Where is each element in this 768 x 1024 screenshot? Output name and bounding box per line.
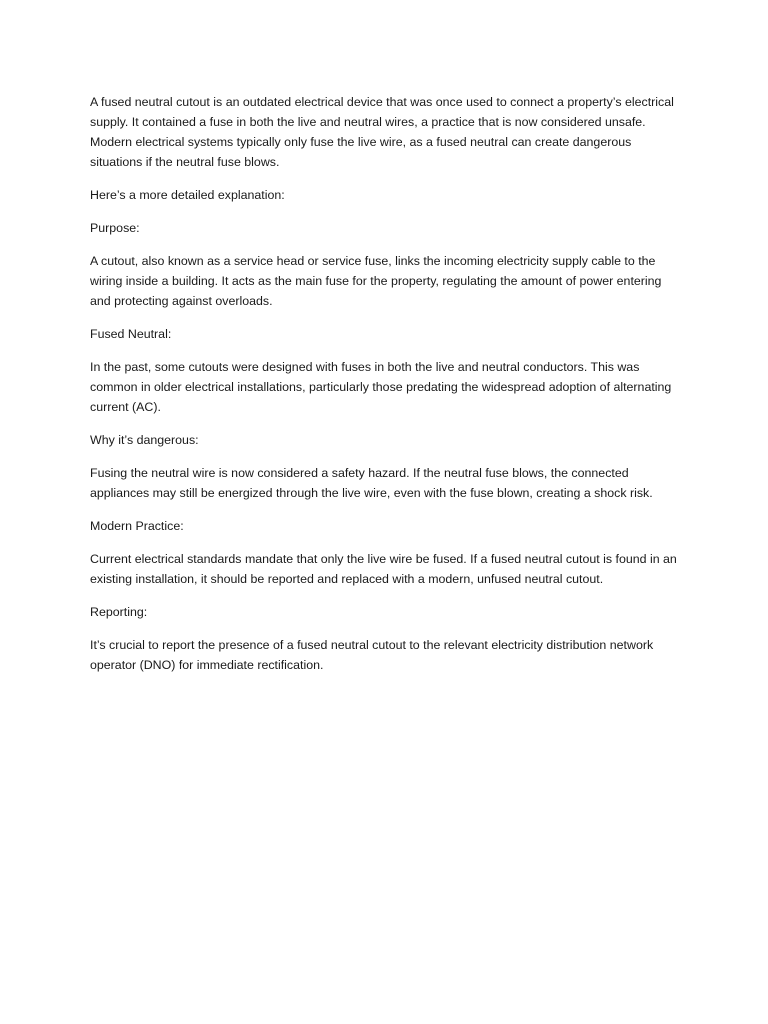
paragraph-explanation-lead: Here’s a more detailed explanation: (90, 188, 285, 202)
heading-reporting: Reporting: (90, 605, 148, 619)
paragraph-reporting: It’s crucial to report the presence of a fused neutral cutout to the relevant electricity distribution network operator (DNO) for immediate rectification. (90, 638, 654, 672)
paragraph-purpose: A cutout, also known as a service head or service fuse, links the incoming electricity supply cable to the wiring inside a building. It acts as the main fuse for the property, regulating the amount of power entering and protecting against overloads. (90, 254, 662, 308)
heading-why-dangerous: Why it’s dangerous: (90, 433, 199, 447)
paragraph-modern-practice: Current electrical standards mandate that only the live wire be fused. If a fused neutral cutout is found in an existing installation, it should be reported and replaced with a modern, unfused neutral cutout. (90, 552, 677, 586)
heading-fused-neutral: Fused Neutral: (90, 327, 172, 341)
paragraph-fused-neutral: In the past, some cutouts were designed with fuses in both the live and neutral conductors. This was common in older electrical installations, particularly those predating the widespread adoption of alternating current (AC). (90, 360, 672, 414)
heading-modern-practice: Modern Practice: (90, 519, 184, 533)
paragraph-intro: A fused neutral cutout is an outdated electrical device that was once used to connect a property’s electrical supply. It contained a fuse in both the live and neutral wires, a practice that is now considered unsafe. Modern electrical systems typically only fuse the live wire, as a fused neutral can create dangerous situations if the neutral fuse blows. (90, 95, 674, 169)
document-body (90, 92, 678, 688)
heading-purpose: Purpose: (90, 221, 140, 235)
paragraph-why-dangerous: Fusing the neutral wire is now considered a safety hazard. If the neutral fuse blows, the connected appliances may still be energized through the live wire, even with the fuse blown, creating a shock risk. (90, 466, 653, 500)
